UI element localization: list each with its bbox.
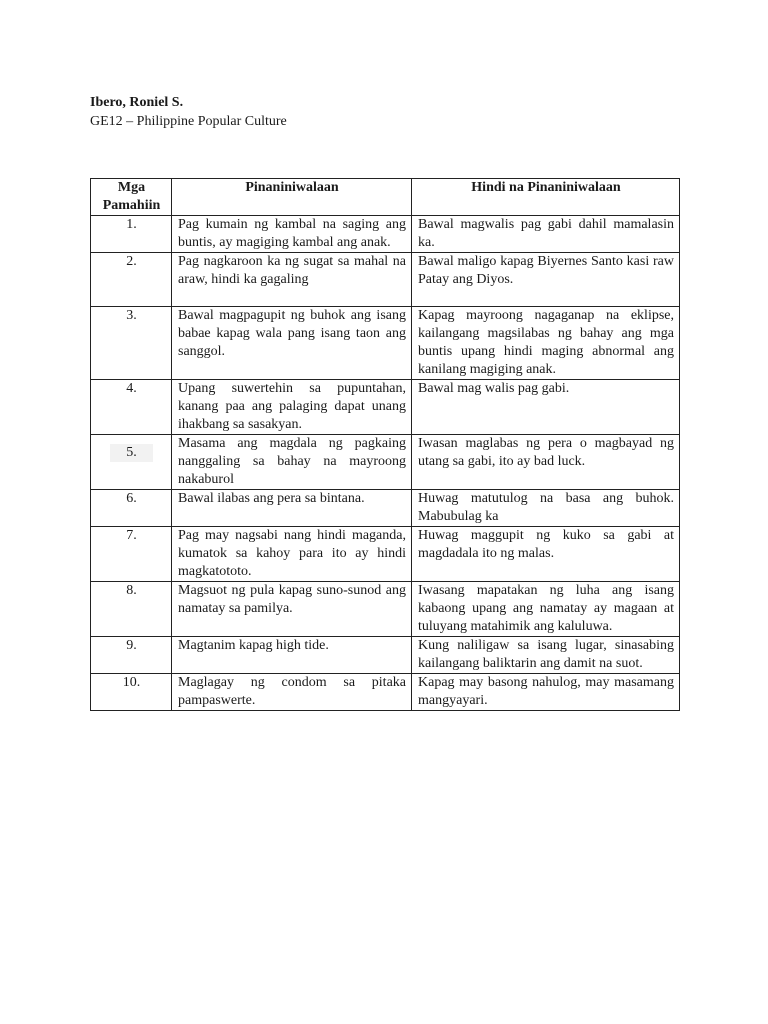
not-believed-cell: Iwasan maglabas ng pera o magbayad ng utang sa gabi, ito ay bad luck. [412,435,680,490]
not-believed-cell: Kapag may basong nahulog, may masamang mangyayari. [412,674,680,711]
not-believed-cell: Huwag maggupit ng kuko sa gabi at magdadala ito ng malas. [412,527,680,582]
believed-cell: Pag may nagsabi nang hindi maganda, kumatok sa kahoy para ito ay hindi magkatototo. [172,527,412,582]
column-header-pamahiin: Mga Pamahiin [91,179,172,216]
believed-cell: Pag nagkaroon ka ng sugat sa mahal na araw, hindi ka gagaling [172,253,412,307]
row-number: 4. [91,380,172,435]
table-row [91,216,680,253]
table-row [91,490,680,527]
believed-cell: Magsuot ng pula kapag suno-sunod ang namatay sa pamilya. [172,582,412,637]
table-row [91,380,680,435]
table-row [91,637,680,674]
superstitions-table [90,178,680,711]
row-number: 3. [91,307,172,380]
believed-cell: Magtanim kapag high tide. [172,637,412,674]
row-number: 8. [91,582,172,637]
course-title: GE12 – Philippine Popular Culture [90,114,287,129]
not-believed-cell: Iwasang mapatakan ng luha ang isang kabaong upang ang namatay ay magaan at tuluyang matahimik ang kaluluwa. [412,582,680,637]
row-number: 2. [91,253,172,307]
table-row [91,527,680,582]
table-row [91,307,680,380]
column-header-hindi-pinaniniwalaan: Hindi na Pinaniniwalaan [412,179,680,216]
author-name: Ibero, Roniel S. [90,95,184,110]
not-believed-cell: Huwag matutulog na basa ang buhok. Mabubulag ka [412,490,680,527]
document-header [90,93,287,131]
row-number: 10. [91,674,172,711]
table-header-row [91,179,680,216]
believed-cell: Bawal magpagupit ng buhok ang isang babae kapag wala pang isang taon ang sanggol. [172,307,412,380]
believed-cell: Maglagay ng condom sa pitaka pampaswerte. [172,674,412,711]
believed-cell: Pag kumain ng kambal na saging ang buntis, ay magiging kambal ang anak. [172,216,412,253]
row-number: 9. [91,637,172,674]
not-believed-cell: Bawal maligo kapag Biyernes Santo kasi raw Patay ang Diyos. [412,253,680,307]
table-row [91,674,680,711]
believed-cell: Bawal ilabas ang pera sa bintana. [172,490,412,527]
row-number-cell [91,435,172,490]
table-row [91,253,680,307]
not-believed-cell: Bawal mag walis pag gabi. [412,380,680,435]
column-header-pinaniniwalaan: Pinaniniwalaan [172,179,412,216]
believed-cell: Upang suwertehin sa pupuntahan, kanang paa ang palaging dapat unang ihakbang sa sasakyan. [172,380,412,435]
table-row [91,435,680,490]
not-believed-cell: Kapag mayroong nagaganap na eklipse, kailangang magsilabas ng bahay ang mga buntis upang hindi maging abnormal ang kanilang magiging anak. [412,307,680,380]
row-number: 5. [110,444,153,462]
row-number: 1. [91,216,172,253]
table-row [91,582,680,637]
not-believed-cell: Bawal magwalis pag gabi dahil mamalasin ka. [412,216,680,253]
row-number: 6. [91,490,172,527]
believed-cell: Masama ang magdala ng pagkaing nanggaling sa bahay na mayroong nakaburol [172,435,412,490]
not-believed-cell: Kung naliligaw sa isang lugar, sinasabing kailangang baliktarin ang damit na suot. [412,637,680,674]
row-number: 7. [91,527,172,582]
